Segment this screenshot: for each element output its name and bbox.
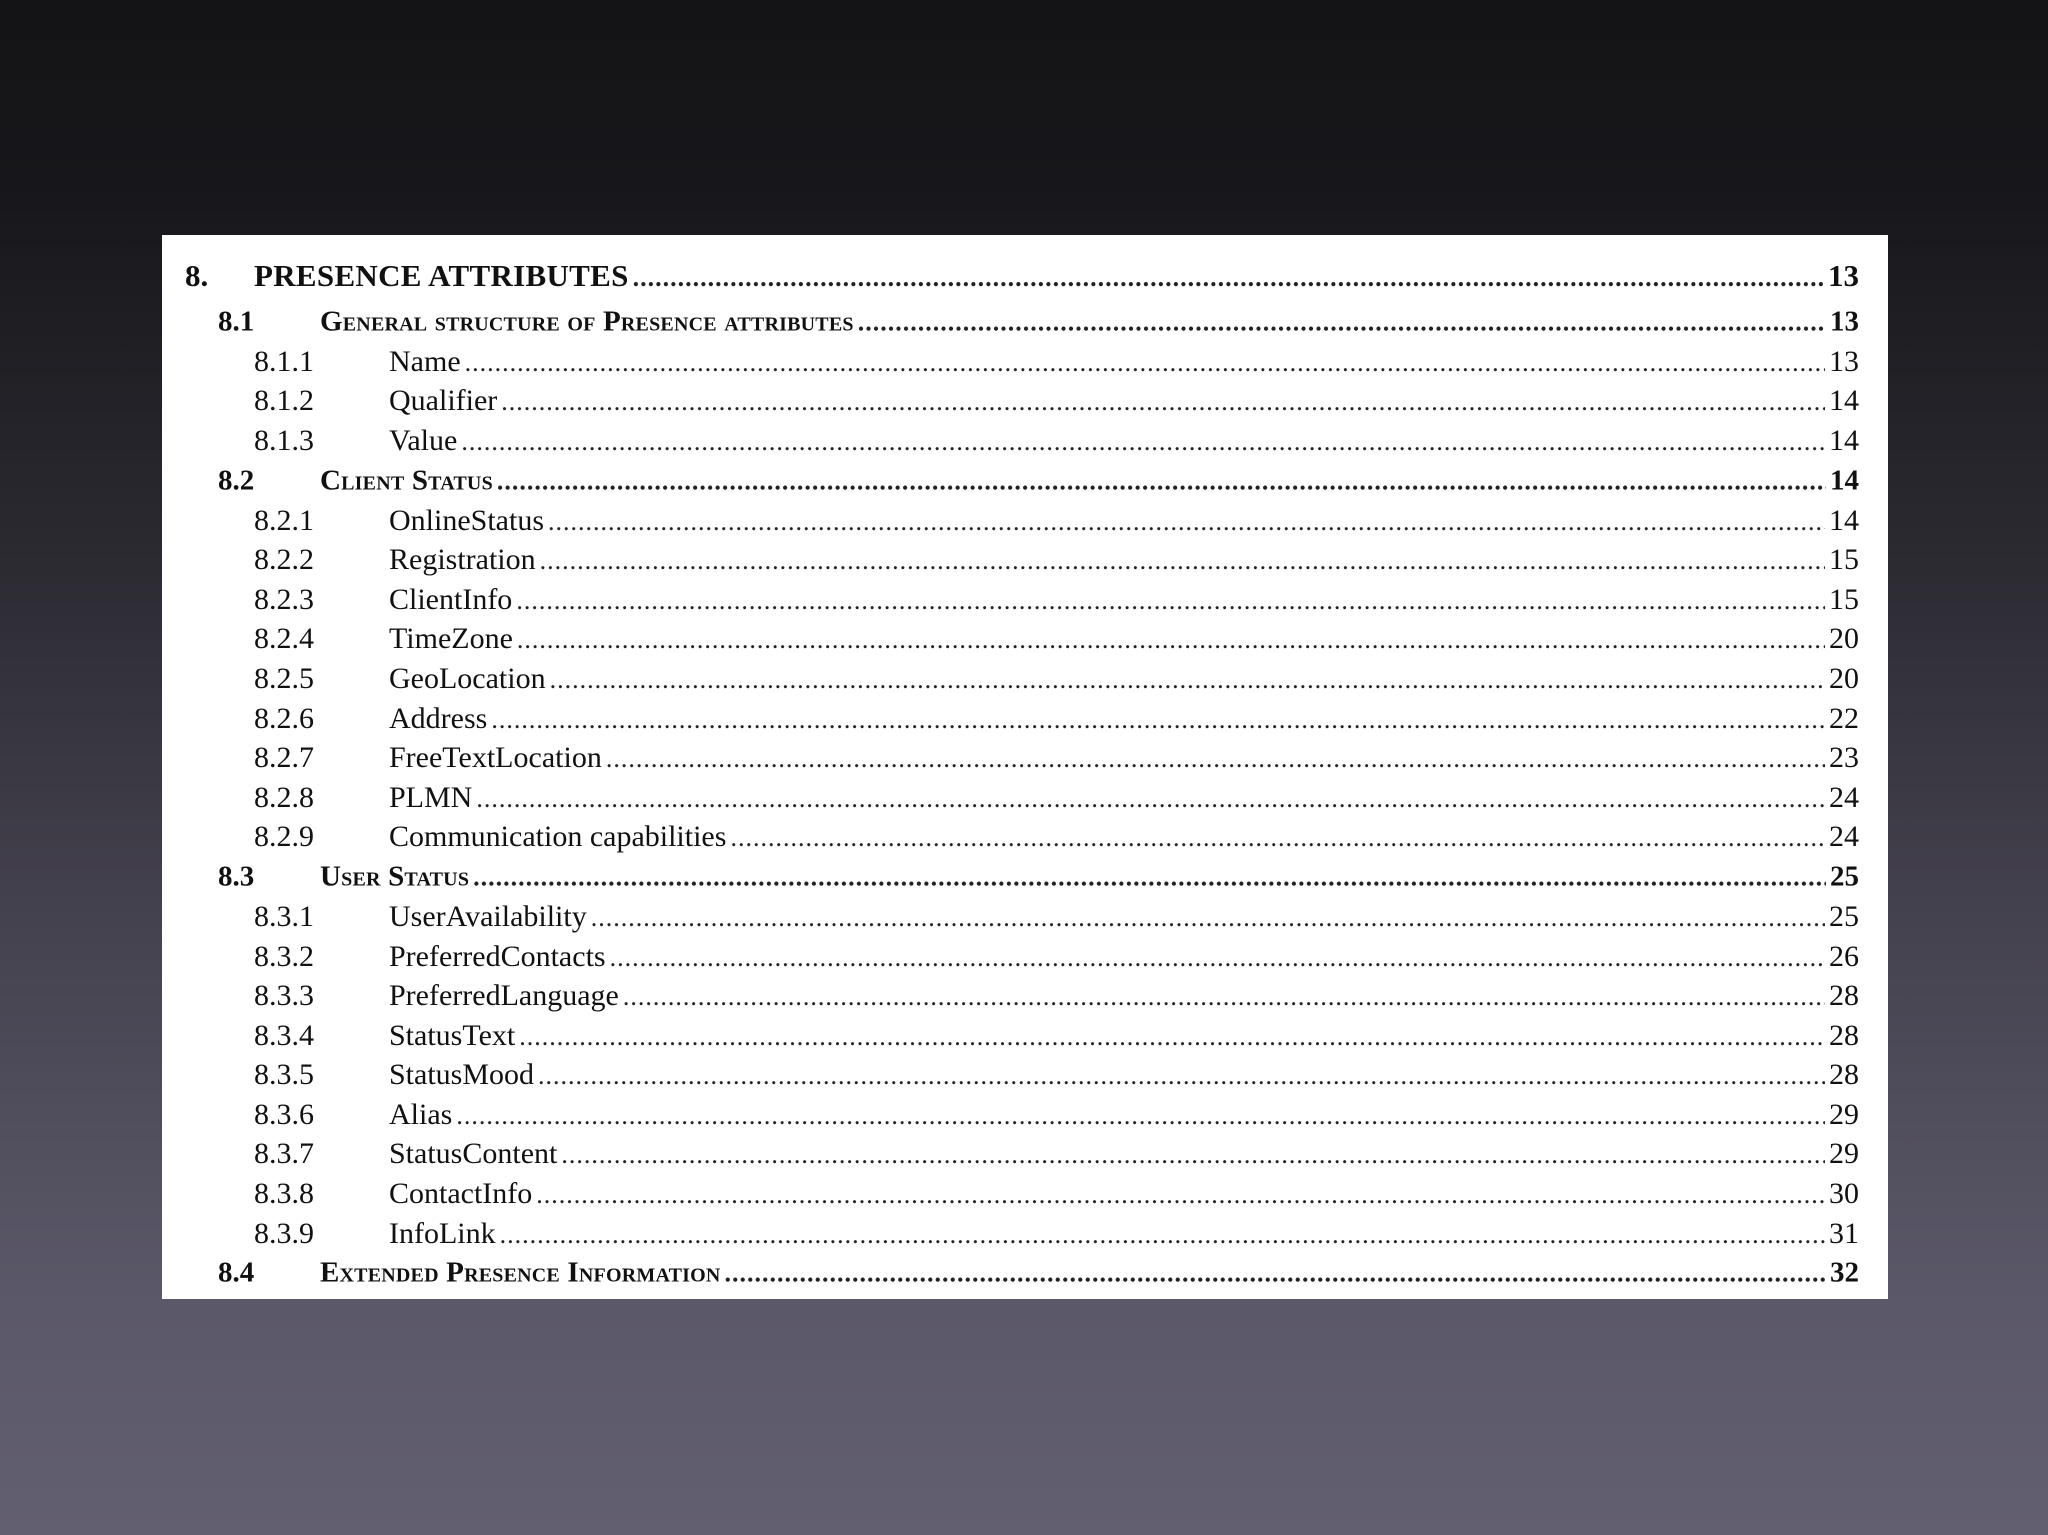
toc-entry-number: 8.2.2 xyxy=(254,543,314,577)
toc-entry xyxy=(389,702,1859,736)
toc-entry-number: 8.4 xyxy=(218,1256,255,1289)
toc-dot-leader xyxy=(538,1061,1825,1091)
toc-subsection-row xyxy=(162,1016,1888,1056)
toc-page-number: 32 xyxy=(1830,1256,1859,1289)
toc-page-number: 14 xyxy=(1829,503,1859,537)
toc-entry-number: 8.1 xyxy=(218,305,255,338)
toc-dot-leader xyxy=(633,263,1824,293)
toc-entry xyxy=(320,1257,1859,1290)
toc-entry xyxy=(320,861,1859,894)
toc-entry xyxy=(389,622,1859,656)
toc-subsection-row xyxy=(162,540,1888,580)
toc-dot-leader xyxy=(536,1180,1825,1210)
toc-subsection-row xyxy=(162,421,1888,461)
toc-entry-title: Qualifier xyxy=(389,384,498,418)
toc-dot-leader xyxy=(730,823,1825,853)
toc-dot-leader xyxy=(561,1140,1825,1170)
toc-page-number: 24 xyxy=(1829,780,1859,814)
toc-subsection-row xyxy=(162,738,1888,778)
toc-subsection-row xyxy=(162,976,1888,1016)
toc-page-number: 24 xyxy=(1829,820,1859,854)
toc-page-number: 23 xyxy=(1829,741,1859,775)
toc-section-row xyxy=(162,857,1888,897)
toc-dot-leader xyxy=(550,665,1825,695)
toc-entry-number: 8.1.2 xyxy=(254,384,314,418)
toc-subsection-row xyxy=(162,699,1888,739)
toc-subsection-row xyxy=(162,620,1888,660)
toc-page-number: 28 xyxy=(1829,979,1859,1013)
toc-entry-title: PLMN xyxy=(389,780,473,814)
toc-entry-number: 8.3.6 xyxy=(254,1097,314,1131)
toc-entry-title: User Status xyxy=(320,860,470,893)
toc-subsection-row xyxy=(162,897,1888,937)
toc-entry xyxy=(389,1177,1859,1211)
table-of-contents xyxy=(162,235,1888,1299)
toc-dot-leader xyxy=(497,466,1826,496)
toc-entry-number: 8.2 xyxy=(218,464,255,497)
toc-entry-number: 8.2.1 xyxy=(254,503,314,537)
toc-dot-leader xyxy=(725,1259,1826,1289)
toc-dot-leader xyxy=(540,546,1825,576)
toc-page-number: 20 xyxy=(1829,622,1859,656)
toc-subsection-row xyxy=(162,1056,1888,1096)
toc-entry-title: UserAvailability xyxy=(389,899,587,933)
toc-dot-leader xyxy=(517,625,1825,655)
toc-entry xyxy=(389,424,1859,458)
toc-entry-number: 8.2.4 xyxy=(254,622,314,656)
toc-subsection-row xyxy=(162,659,1888,699)
toc-dot-leader xyxy=(501,387,1825,417)
toc-entry-title: PreferredContacts xyxy=(389,939,606,973)
toc-entry xyxy=(389,543,1859,577)
toc-entry-number: 8.2.5 xyxy=(254,661,314,695)
toc-page-number: 15 xyxy=(1829,582,1859,616)
toc-chapter-row xyxy=(162,250,1888,302)
toc-subsection-row xyxy=(162,937,1888,977)
toc-dot-leader xyxy=(623,982,1825,1012)
toc-entry-number: 8.3.4 xyxy=(254,1018,314,1052)
toc-entry xyxy=(389,345,1859,379)
toc-entry-title: InfoLink xyxy=(389,1216,496,1250)
toc-page-number: 29 xyxy=(1829,1097,1859,1131)
toc-entry-title: GeoLocation xyxy=(389,661,546,695)
toc-entry xyxy=(389,1098,1859,1132)
toc-entry-number: 8. xyxy=(185,258,209,293)
toc-entry xyxy=(389,583,1859,617)
toc-subsection-row xyxy=(162,342,1888,382)
toc-entry xyxy=(389,741,1859,775)
toc-entry-title: StatusContent xyxy=(389,1137,558,1171)
toc-section-row xyxy=(162,1253,1888,1293)
toc-dot-leader xyxy=(461,427,1825,457)
toc-entry-number: 8.2.3 xyxy=(254,582,314,616)
toc-entry xyxy=(389,384,1859,418)
toc-page-number: 20 xyxy=(1829,661,1859,695)
toc-entry xyxy=(389,504,1859,538)
toc-entry xyxy=(254,258,1859,294)
toc-entry-title: Client Status xyxy=(320,464,493,497)
toc-entry-title: ContactInfo xyxy=(389,1177,533,1211)
toc-subsection-row xyxy=(162,580,1888,620)
toc-section-row xyxy=(162,461,1888,501)
toc-dot-leader xyxy=(548,507,1825,537)
toc-dot-leader xyxy=(519,1022,1825,1052)
toc-page-number: 28 xyxy=(1829,1018,1859,1052)
toc-entry-number: 8.3.7 xyxy=(254,1137,314,1171)
toc-entry-title: TimeZone xyxy=(389,622,513,656)
toc-dot-leader xyxy=(516,586,1825,616)
toc-entry xyxy=(389,1217,1859,1251)
toc-page-number: 25 xyxy=(1829,899,1859,933)
toc-entry xyxy=(389,1019,1859,1053)
toc-entry xyxy=(389,662,1859,696)
toc-entry-title: StatusText xyxy=(389,1018,516,1052)
toc-page-number: 30 xyxy=(1829,1177,1859,1211)
toc-page-number: 22 xyxy=(1829,701,1859,735)
toc-entry xyxy=(389,1137,1859,1171)
toc-dot-leader xyxy=(456,1101,1825,1131)
toc-entry xyxy=(320,464,1859,497)
toc-subsection-row xyxy=(162,501,1888,541)
toc-dot-leader xyxy=(491,705,1825,735)
toc-page-number: 13 xyxy=(1829,344,1859,378)
toc-dot-leader xyxy=(473,863,1826,893)
toc-page-number: 29 xyxy=(1829,1137,1859,1171)
toc-page-number: 13 xyxy=(1828,258,1859,293)
toc-page-number: 15 xyxy=(1829,543,1859,577)
toc-page-number: 28 xyxy=(1829,1058,1859,1092)
toc-section-row xyxy=(162,302,1888,342)
toc-entry-title: Registration xyxy=(389,543,536,577)
toc-subsection-row xyxy=(162,382,1888,422)
toc-entry-number: 8.2.6 xyxy=(254,701,314,735)
toc-subsection-row xyxy=(162,1095,1888,1135)
toc-entry-number: 8.2.8 xyxy=(254,780,314,814)
toc-entry-number: 8.1.3 xyxy=(254,423,314,457)
toc-entry-title: General structure of Presence attributes xyxy=(320,305,854,338)
toc-entry-title: StatusMood xyxy=(389,1058,535,1092)
toc-entry-number: 8.3.8 xyxy=(254,1177,314,1211)
toc-dot-leader xyxy=(591,903,1825,933)
toc-dot-leader xyxy=(610,943,1825,973)
toc-subsection-row xyxy=(162,1135,1888,1175)
toc-entry-title: FreeTextLocation xyxy=(389,741,602,775)
toc-entry xyxy=(320,306,1859,339)
toc-entry-number: 8.3.9 xyxy=(254,1216,314,1250)
toc-entry xyxy=(389,1058,1859,1092)
toc-entry-title: Value xyxy=(389,423,458,457)
toc-dot-leader xyxy=(500,1220,1825,1250)
toc-dot-leader xyxy=(858,308,1826,338)
toc-dot-leader xyxy=(606,744,1825,774)
toc-entry-number: 8.3.1 xyxy=(254,899,314,933)
toc-subsection-row xyxy=(162,1214,1888,1254)
toc-page-number: 13 xyxy=(1830,305,1859,338)
toc-entry-title: Communication capabilities xyxy=(389,820,727,854)
toc-entry xyxy=(389,820,1859,854)
toc-entry-title: Address xyxy=(389,701,488,735)
toc-entry-title: PreferredLanguage xyxy=(389,979,619,1013)
toc-entry-number: 8.2.9 xyxy=(254,820,314,854)
toc-entry-title: Alias xyxy=(389,1097,453,1131)
toc-page-number: 31 xyxy=(1829,1216,1859,1250)
toc-entry xyxy=(389,900,1859,934)
toc-entry-number: 8.2.7 xyxy=(254,741,314,775)
toc-entry xyxy=(389,781,1859,815)
toc-page-number: 26 xyxy=(1829,939,1859,973)
toc-entry-number: 8.3.3 xyxy=(254,979,314,1013)
toc-entry-title: Extended Presence Information xyxy=(320,1256,721,1289)
toc-entry-title: OnlineStatus xyxy=(389,503,544,537)
toc-page-number: 14 xyxy=(1829,423,1859,457)
toc-entry xyxy=(389,940,1859,974)
toc-subsection-row xyxy=(162,778,1888,818)
toc-entry-title: Name xyxy=(389,344,461,378)
toc-entry-title: ClientInfo xyxy=(389,582,513,616)
toc-entry-number: 8.3.2 xyxy=(254,939,314,973)
toc-entry-title: PRESENCE ATTRIBUTES xyxy=(254,258,629,293)
toc-subsection-row xyxy=(162,1174,1888,1214)
toc-page-number: 14 xyxy=(1829,384,1859,418)
toc-entry-number: 8.3 xyxy=(218,860,255,893)
toc-entry xyxy=(389,979,1859,1013)
toc-entry-number: 8.3.5 xyxy=(254,1058,314,1092)
toc-page-number: 25 xyxy=(1830,860,1859,893)
toc-entry-number: 8.1.1 xyxy=(254,344,314,378)
toc-page-number: 14 xyxy=(1830,464,1859,497)
toc-dot-leader xyxy=(465,348,1825,378)
toc-dot-leader xyxy=(476,784,1825,814)
toc-subsection-row xyxy=(162,818,1888,858)
